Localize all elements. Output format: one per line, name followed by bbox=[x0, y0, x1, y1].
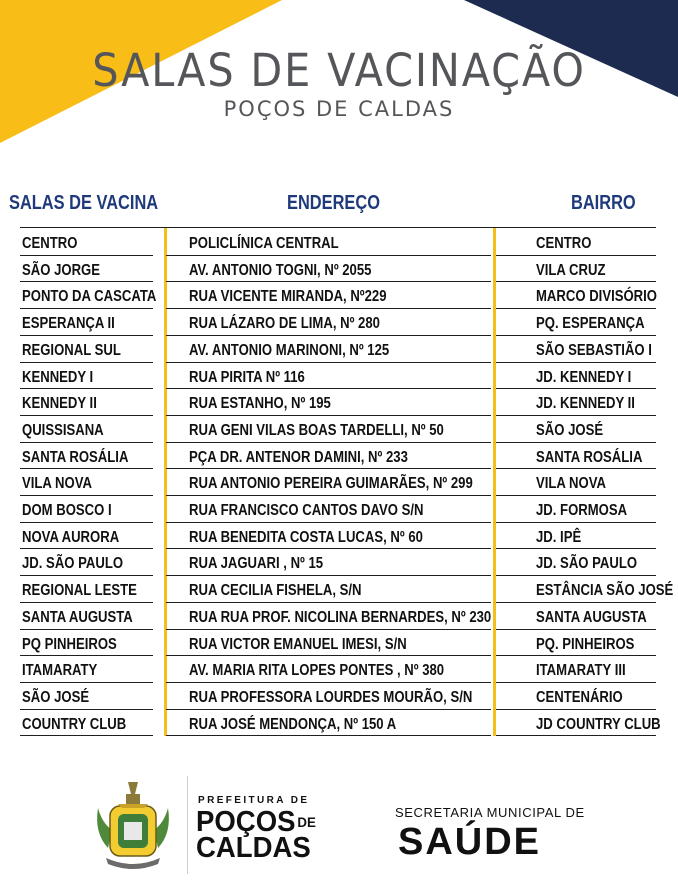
row-divider bbox=[496, 308, 656, 309]
row-endereco: RUA VICTOR EMANUEL IMESI, S/N bbox=[189, 635, 407, 653]
row-divider bbox=[20, 548, 153, 549]
row-bairro: MARCO DIVISÓRIO bbox=[536, 288, 658, 306]
row-sala: PONTO DA CASCATA bbox=[22, 288, 157, 306]
row-sala: PQ PINHEIROS bbox=[22, 635, 117, 653]
row-divider bbox=[496, 442, 656, 443]
row-divider bbox=[20, 335, 153, 336]
row-bairro: VILA NOVA bbox=[536, 475, 606, 493]
row-divider bbox=[20, 308, 153, 309]
column-header-salas: SALAS DE VACINA bbox=[9, 192, 159, 214]
row-endereco: RUA ESTANHO, Nº 195 bbox=[189, 395, 331, 413]
row-divider bbox=[496, 602, 656, 603]
table-row bbox=[0, 470, 678, 497]
row-divider bbox=[166, 548, 491, 549]
table-row bbox=[0, 337, 678, 364]
table-row bbox=[0, 257, 678, 284]
row-sala: JD. SÃO PAULO bbox=[22, 555, 124, 573]
row-sala: ITAMARATY bbox=[22, 662, 98, 680]
row-sala: KENNEDY I bbox=[22, 368, 94, 386]
row-divider bbox=[166, 522, 491, 523]
row-divider bbox=[20, 415, 153, 416]
row-divider bbox=[166, 602, 491, 603]
row-bairro: VILA CRUZ bbox=[536, 261, 606, 279]
row-sala: DOM BOSCO I bbox=[22, 502, 112, 519]
row-bairro: PQ. ESPERANÇA bbox=[536, 315, 645, 333]
row-divider bbox=[20, 362, 153, 363]
row-sala: VILA NOVA bbox=[22, 475, 92, 493]
row-divider bbox=[496, 255, 656, 256]
row-divider bbox=[496, 709, 656, 710]
row-divider bbox=[166, 335, 491, 336]
pocos-label: POÇOS DE bbox=[196, 806, 316, 838]
header-rule bbox=[20, 227, 656, 228]
row-divider bbox=[166, 415, 491, 416]
row-divider bbox=[20, 629, 153, 630]
row-divider bbox=[166, 255, 491, 256]
row-divider bbox=[20, 442, 153, 443]
row-endereco: AV. ANTONIO TOGNI, Nº 2055 bbox=[189, 261, 372, 279]
row-endereco: RUA FRANCISCO CANTOS DAVO S/N bbox=[189, 502, 424, 519]
row-bairro: SANTA AUGUSTA bbox=[536, 608, 647, 626]
row-divider bbox=[496, 468, 656, 469]
row-divider bbox=[166, 682, 491, 683]
table-row bbox=[0, 577, 678, 604]
row-divider bbox=[496, 388, 656, 389]
table-row bbox=[0, 684, 678, 711]
row-endereco: RUA PIRITA Nº 116 bbox=[189, 368, 305, 386]
row-sala: COUNTRY CLUB bbox=[22, 715, 127, 733]
column-header-endereco: ENDEREÇO bbox=[287, 192, 380, 214]
row-bairro: CENTENÁRIO bbox=[536, 688, 623, 706]
row-divider bbox=[20, 735, 153, 736]
row-divider bbox=[166, 655, 491, 656]
table-row bbox=[0, 657, 678, 684]
row-divider bbox=[166, 308, 491, 309]
row-divider bbox=[166, 362, 491, 363]
row-divider bbox=[496, 575, 656, 576]
row-divider bbox=[496, 281, 656, 282]
row-endereco: PÇA DR. ANTENOR DAMINI, Nº 233 bbox=[189, 448, 408, 466]
row-endereco: RUA VICENTE MIRANDA, Nº229 bbox=[189, 288, 387, 306]
row-endereco: AV. MARIA RITA LOPES PONTES , Nº 380 bbox=[189, 662, 445, 680]
row-divider bbox=[496, 629, 656, 630]
row-divider bbox=[496, 655, 656, 656]
table-row bbox=[0, 390, 678, 417]
row-divider bbox=[166, 495, 491, 496]
table-row bbox=[0, 524, 678, 551]
row-bairro: ITAMARATY III bbox=[536, 662, 626, 680]
row-divider bbox=[20, 709, 153, 710]
table-row bbox=[0, 230, 678, 257]
row-endereco: POLICLÍNICA CENTRAL bbox=[189, 235, 339, 252]
row-divider bbox=[166, 281, 491, 282]
row-endereco: RUA LÁZARO DE LIMA, Nº 280 bbox=[189, 315, 380, 333]
column-header-bairro: BAIRRO bbox=[571, 192, 636, 214]
secretaria-label: SECRETARIA MUNICIPAL DE bbox=[395, 805, 585, 820]
row-bairro: CENTRO bbox=[536, 235, 592, 252]
row-bairro: SANTA ROSÁLIA bbox=[536, 448, 643, 466]
caldas-label: CALDAS bbox=[196, 832, 311, 864]
row-divider bbox=[166, 709, 491, 710]
coat-of-arms-icon bbox=[88, 778, 178, 876]
row-bairro: JD. FORMOSA bbox=[536, 502, 628, 519]
table-row bbox=[0, 711, 678, 738]
row-divider bbox=[496, 548, 656, 549]
row-endereco: RUA JAGUARI , Nº 15 bbox=[189, 555, 324, 573]
row-divider bbox=[20, 655, 153, 656]
row-divider bbox=[20, 522, 153, 523]
prefeitura-label: PREFEITURA DE bbox=[198, 795, 310, 806]
footer-divider bbox=[187, 776, 188, 874]
table-row bbox=[0, 283, 678, 310]
table-row bbox=[0, 550, 678, 577]
table-row bbox=[0, 364, 678, 391]
row-divider bbox=[166, 575, 491, 576]
row-bairro: PQ. PINHEIROS bbox=[536, 635, 635, 653]
row-bairro: JD. SÃO PAULO bbox=[536, 555, 638, 573]
row-bairro: JD COUNTRY CLUB bbox=[536, 715, 661, 733]
row-endereco: RUA CECILIA FISHELA, S/N bbox=[189, 582, 362, 600]
page-subtitle: POÇOS DE CALDAS bbox=[223, 97, 455, 121]
row-endereco: RUA BENEDITA COSTA LUCAS, Nº 60 bbox=[189, 528, 423, 546]
table-row bbox=[0, 444, 678, 471]
row-endereco: AV. ANTONIO MARINONI, Nº 125 bbox=[189, 341, 390, 359]
row-divider bbox=[20, 602, 153, 603]
row-divider bbox=[496, 362, 656, 363]
row-divider bbox=[166, 629, 491, 630]
row-divider bbox=[496, 415, 656, 416]
row-bairro: JD. KENNEDY I bbox=[536, 368, 632, 386]
saude-label: SAÚDE bbox=[398, 821, 542, 863]
row-endereco: RUA RUA PROF. NICOLINA BERNARDES, Nº 230 bbox=[189, 608, 492, 626]
row-sala: SÃO JORGE bbox=[22, 261, 101, 279]
page-title: SALAS DE VACINAÇÃO bbox=[92, 44, 586, 97]
row-divider bbox=[166, 468, 491, 469]
row-divider bbox=[496, 735, 656, 736]
row-endereco: RUA GENI VILAS BOAS TARDELLI, Nº 50 bbox=[189, 421, 444, 439]
row-divider bbox=[20, 495, 153, 496]
row-sala: CENTRO bbox=[22, 235, 78, 252]
row-endereco: RUA PROFESSORA LOURDES MOURÃO, S/N bbox=[189, 688, 473, 706]
row-divider bbox=[166, 388, 491, 389]
row-divider bbox=[20, 388, 153, 389]
row-divider bbox=[496, 522, 656, 523]
row-divider bbox=[20, 281, 153, 282]
row-sala: NOVA AURORA bbox=[22, 528, 120, 546]
row-divider bbox=[20, 575, 153, 576]
table-row bbox=[0, 631, 678, 658]
row-divider bbox=[20, 468, 153, 469]
row-bairro: JD. KENNEDY II bbox=[536, 395, 635, 413]
row-divider bbox=[20, 682, 153, 683]
table-row bbox=[0, 417, 678, 444]
row-endereco: RUA ANTONIO PEREIRA GUIMARÃES, Nº 299 bbox=[189, 475, 473, 493]
table-row bbox=[0, 497, 678, 524]
row-bairro: SÃO SEBASTIÃO I bbox=[536, 341, 652, 359]
row-sala: SANTA ROSÁLIA bbox=[22, 448, 129, 466]
de-label: DE bbox=[297, 814, 316, 830]
row-sala: REGIONAL SUL bbox=[22, 341, 121, 359]
row-bairro: SÃO JOSÉ bbox=[536, 421, 604, 439]
row-divider bbox=[20, 255, 153, 256]
row-sala: ESPERANÇA II bbox=[22, 315, 115, 333]
row-sala: SÃO JOSÉ bbox=[22, 688, 90, 706]
row-divider bbox=[496, 335, 656, 336]
row-divider bbox=[496, 495, 656, 496]
row-sala: QUISSISANA bbox=[22, 421, 104, 439]
row-sala: KENNEDY II bbox=[22, 395, 97, 413]
row-endereco: RUA JOSÉ MENDONÇA, Nº 150 A bbox=[189, 715, 397, 733]
row-sala: SANTA AUGUSTA bbox=[22, 608, 133, 626]
row-sala: REGIONAL LESTE bbox=[22, 582, 137, 600]
row-bairro: JD. IPÊ bbox=[536, 528, 582, 546]
row-bairro: ESTÂNCIA SÃO JOSÉ bbox=[536, 582, 674, 600]
table-row bbox=[0, 604, 678, 631]
row-divider bbox=[166, 735, 491, 736]
row-divider bbox=[496, 682, 656, 683]
row-divider bbox=[166, 442, 491, 443]
table-row bbox=[0, 310, 678, 337]
